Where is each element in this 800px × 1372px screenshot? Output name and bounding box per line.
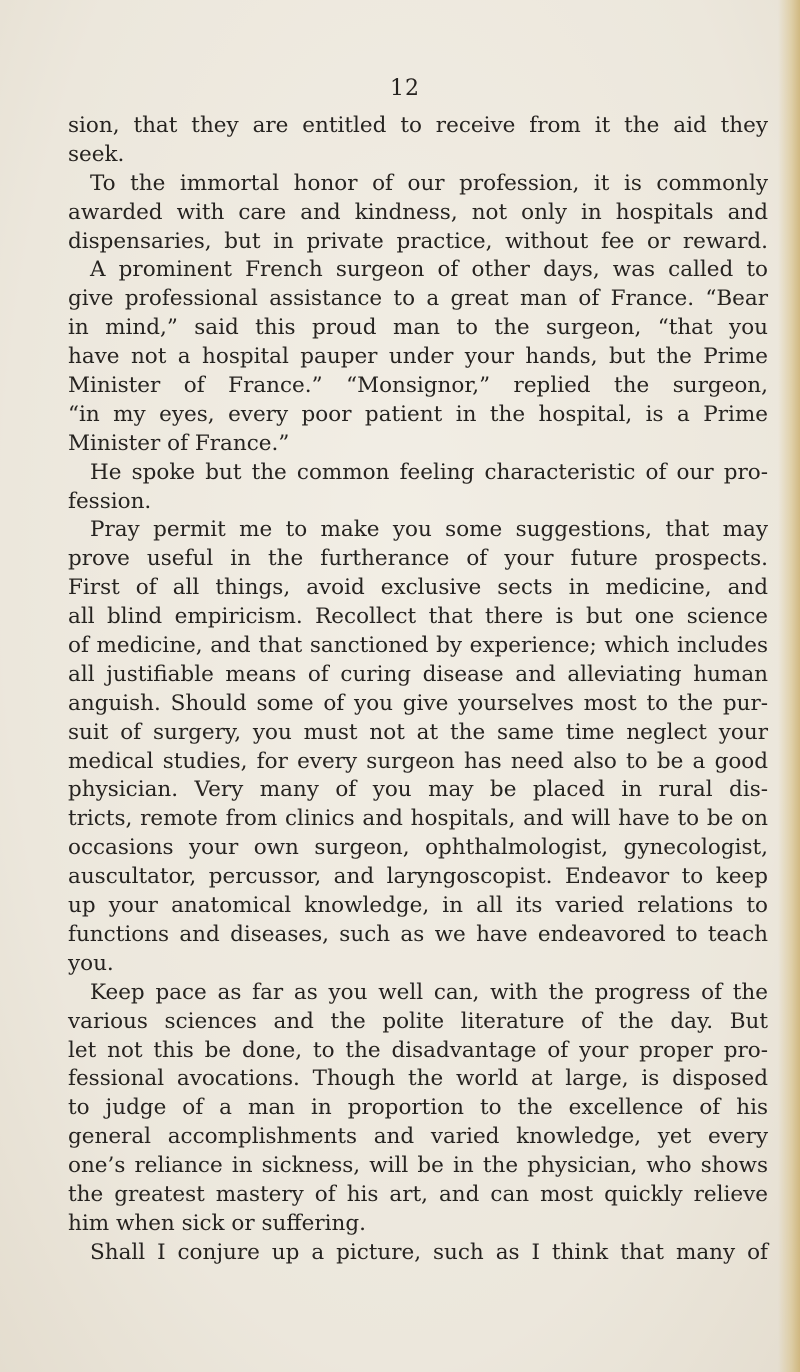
text-line: let not this be done, to the disadvantage of your proper pro- <box>68 1037 768 1063</box>
text-line: physician. Very many of you may be placed in rural dis- <box>68 777 768 803</box>
text-line: general accomplishments and varied knowledge, yet every <box>68 1124 768 1150</box>
text-line: seek. <box>68 141 125 167</box>
text-line: anguish. Should some of you give yourselves most to the pur- <box>68 690 768 716</box>
text-line: all blind empiricism. Recollect that there is but one science <box>68 604 768 630</box>
body-text <box>68 112 768 1268</box>
text-line: awarded with care and kindness, not only in hospitals and <box>68 199 768 225</box>
text-line: one’s reliance in sickness, will be in the physician, who shows <box>68 1153 768 1179</box>
text-line: all justifiable means of curing disease and alleviating human <box>68 661 768 687</box>
text-line: have not a hospital pauper under your hands, but the Prime <box>68 344 768 370</box>
text-line: sion, that they are entitled to receive from it the aid they <box>68 113 768 138</box>
text-line: the greatest mastery of his art, and can most quickly relieve <box>68 1181 768 1207</box>
text-line: medical studies, for every surgeon has need also to be a good <box>68 748 768 774</box>
text-line: suit of surgery, you must not at the same time neglect your <box>68 719 768 745</box>
text-line: Keep pace as far as you well can, with the progress of the <box>90 979 768 1005</box>
text-line: First of all things, avoid exclusive sects in medicine, and <box>68 575 768 601</box>
text-line: dispensaries, but in private practice, without fee or reward. <box>68 228 768 254</box>
text-line: various sciences and the polite literature of the day. But <box>68 1008 768 1034</box>
text-line: Pray permit me to make you some suggestions, that may <box>90 517 768 543</box>
text-line: him when sick or suffering. <box>68 1210 366 1236</box>
page-edge-shadow <box>778 0 800 1372</box>
text-line: A prominent French surgeon of other days, was called to <box>90 257 768 283</box>
text-line: occasions your own surgeon, ophthalmologist, gynecologist, <box>68 835 768 861</box>
text-line: To the immortal honor of our profession, it is commonly <box>90 170 768 196</box>
text-line: fessional avocations. Though the world at large, is disposed <box>68 1066 768 1092</box>
text-line: prove useful in the furtherance of your future prospects. <box>68 546 768 572</box>
page-number: 12 <box>390 76 420 101</box>
text-line: to judge of a man in proportion to the excellence of his <box>68 1095 768 1121</box>
text-line: functions and diseases, such as we have endeavored to teach <box>68 921 768 947</box>
text-line: auscultator, percussor, and laryngoscopist. Endeavor to keep <box>68 864 768 890</box>
text-line: He spoke but the common feeling characteristic of our pro- <box>90 459 768 485</box>
text-line: of medicine, and that sanctioned by experience; which includes <box>68 633 768 659</box>
text-line: tricts, remote from clinics and hospitals, and will have to be on <box>68 806 768 832</box>
text-line: up your anatomical knowledge, in all its varied relations to <box>68 893 768 919</box>
text-line: in mind,” said this proud man to the surgeon, “that you <box>68 315 768 341</box>
text-line: fession. <box>68 488 152 514</box>
text-line: “in my eyes, every poor patient in the hospital, is a Prime <box>68 401 768 427</box>
text-line: give professional assistance to a great man of France. “Bear <box>68 286 768 312</box>
text-line: Minister of France.” <box>68 430 290 456</box>
text-line: Minister of France.” “Monsignor,” replied the surgeon, <box>68 373 768 399</box>
text-line: Shall I conjure up a picture, such as I think that many of <box>90 1239 768 1265</box>
text-line: you. <box>68 950 114 976</box>
